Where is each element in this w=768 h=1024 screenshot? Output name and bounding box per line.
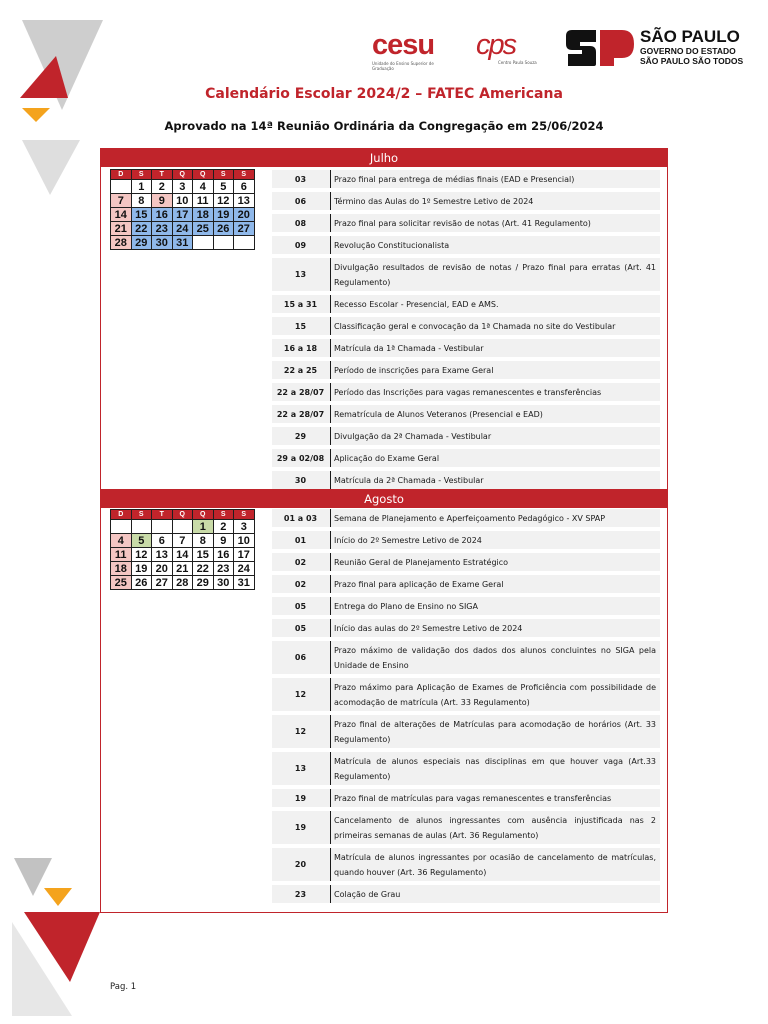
cps-logo-subtitle: Centro Paula Souza [498,60,537,65]
event-description: Matrícula da 2ª Chamada - Vestibular [330,471,656,489]
calendar-day: 27 [152,576,173,590]
calendar-day: 20 [152,562,173,576]
calendar-day: 21 [111,222,132,236]
calendar-day: 15 [193,548,214,562]
event-date: 13 [294,764,307,773]
calendar-day: 30 [152,236,173,250]
event-date: 29 [294,431,307,441]
calendar-day: 28 [111,236,132,250]
weekday-label: D [111,510,132,520]
calendar-day: 2 [213,520,234,534]
calendar-day [111,180,132,194]
event-date: 05 [294,623,307,633]
event-description: Cancelamento de alunos ingressantes com ausência injustificada nas 2 primeiras semanas de aulas (Art. 36 Regulamento) [330,811,656,844]
event-date: 30 [294,475,307,485]
weekday-label: S [131,170,152,180]
calendar-day: 9 [152,194,173,208]
calendar-day: 25 [193,222,214,236]
weekday-label: Q [193,170,214,180]
calendar-week [111,180,255,194]
event-description: Prazo final de matrículas para vagas remanescentes e transferências [330,789,656,807]
weekday-label: S [234,510,255,520]
sao-paulo-logo [564,28,750,70]
event-date: 09 [294,240,307,250]
cesu-logo-subtitle: Unidade do Ensino Superior de Graduação [372,61,434,71]
calendar-day: 6 [234,180,255,194]
calendar-day [193,236,214,250]
calendar-day: 19 [213,208,234,222]
month-header: Agosto [101,490,667,508]
weekday-label: S [234,170,255,180]
calendar-week [111,562,255,576]
event-description: Prazo máximo para Aplicação de Exames de Proficiência com possibilidade de acomodação de matrícula (Art. 33 Regulamento) [330,678,656,711]
calendar-day: 26 [131,576,152,590]
calendar-week [111,520,255,534]
calendar-day: 22 [193,562,214,576]
calendar-day: 16 [213,548,234,562]
calendar-day: 17 [172,208,193,222]
calendar-day: 23 [152,222,173,236]
calendar-day: 8 [131,194,152,208]
event-row [272,848,660,881]
calendar-day: 2 [152,180,173,194]
event-row [272,509,660,527]
event-description: Término das Aulas do 1º Semestre Letivo de 2024 [330,192,656,210]
event-date: 03 [294,174,307,184]
event-row [272,427,660,445]
event-row [272,405,660,423]
event-row [272,715,660,748]
calendar-week [111,576,255,590]
event-description: Prazo final para solicitar revisão de notas (Art. 41 Regulamento) [330,214,656,232]
cps-logo-mark: cps [476,29,516,61]
header-logos [360,26,750,76]
event-description: Divulgação da 2ª Chamada - Vestibular [330,427,656,445]
event-description: Colação de Grau [330,885,656,903]
calendar-week [111,222,255,236]
calendar-week [111,548,255,562]
event-row [272,339,660,357]
weekday-label: T [152,510,173,520]
calendar-day: 15 [131,208,152,222]
calendar-day: 30 [213,576,234,590]
calendar-day: 1 [193,520,214,534]
calendar-day: 5 [131,534,152,548]
event-row [272,678,660,711]
event-date: 02 [294,557,307,567]
event-description: Prazo final de alterações de Matrículas para acomodação de horários (Art. 33 Regulamento) [330,715,656,748]
event-date: 22 a 28/07 [276,409,325,419]
weekday-label: Q [172,510,193,520]
event-date: 15 a 31 [283,299,318,309]
calendar-day: 8 [193,534,214,548]
event-description: Reunião Geral de Planejamento Estratégico [330,553,656,571]
calendar-day: 11 [193,194,214,208]
calendar-day: 10 [234,534,255,548]
calendar-week [111,208,255,222]
weekday-header-row [111,170,255,180]
event-row [272,192,660,210]
event-date: 20 [294,860,307,869]
sao-paulo-logo-line3: SÃO PAULO SÃO TODOS [640,56,744,66]
calendar-day: 3 [172,180,193,194]
calendar-day: 24 [172,222,193,236]
event-date: 22 a 28/07 [276,387,325,397]
event-description: Matrícula de alunos especiais nas disciplinas em que houver vaga (Art.33 Regulamento) [330,752,656,785]
calendar-week [111,534,255,548]
event-row [272,597,660,615]
month-calendar [110,169,255,250]
event-row [272,236,660,254]
calendar-day: 13 [234,194,255,208]
event-row [272,752,660,785]
calendar-day: 9 [213,534,234,548]
event-date: 02 [294,579,307,589]
calendar-day: 29 [193,576,214,590]
event-row [272,641,660,674]
weekday-label: T [152,170,173,180]
calendar-day [172,520,193,534]
cesu-logo-mark: cesu [372,29,435,61]
weekday-label: S [213,510,234,520]
calendar-day [131,520,152,534]
event-date: 15 [294,321,307,331]
calendar-day: 4 [193,180,214,194]
calendar-day: 12 [131,548,152,562]
calendar-day: 3 [234,520,255,534]
event-row [272,471,660,489]
event-row [272,258,660,291]
calendar-day: 20 [234,208,255,222]
calendar-day: 16 [152,208,173,222]
calendar-day: 28 [172,576,193,590]
cesu-logo [372,30,442,71]
weekday-header-row [111,510,255,520]
calendar-day: 26 [213,222,234,236]
sao-paulo-logo-line2: GOVERNO DO ESTADO [640,46,736,56]
event-description: Matrícula da 1ª Chamada - Vestibular [330,339,656,357]
event-description: Divulgação resultados de revisão de notas / Prazo final para erratas (Art. 41 Regulamento) [330,258,656,291]
calendar-day: 31 [172,236,193,250]
event-date: 23 [294,889,307,899]
event-row [272,575,660,593]
month-panel-julho [100,148,668,490]
calendar-day [111,520,132,534]
event-date: 05 [294,601,307,611]
event-date: 16 a 18 [283,343,318,353]
event-row [272,789,660,807]
calendar-day: 17 [234,548,255,562]
event-row [272,170,660,188]
calendar-day: 31 [234,576,255,590]
event-row [272,295,660,313]
calendar-week [111,194,255,208]
event-description: Início do 2º Semestre Letivo de 2024 [330,531,656,549]
calendar-day: 12 [213,194,234,208]
event-row [272,214,660,232]
event-row [272,383,660,401]
calendar-day: 10 [172,194,193,208]
calendar-day: 14 [172,548,193,562]
event-date: 13 [294,270,307,279]
event-description: Entrega do Plano de Ensino no SIGA [330,597,656,615]
event-date: 08 [294,218,307,228]
event-row [272,619,660,637]
calendar-day: 22 [131,222,152,236]
event-row [272,885,660,903]
sao-paulo-logo-line1: SÃO PAULO [640,27,740,46]
weekday-label: S [213,170,234,180]
event-description: Revolução Constitucionalista [330,236,656,254]
calendar-day [152,520,173,534]
event-row [272,531,660,549]
event-description: Classificação geral e convocação da 1ª Chamada no site do Vestibular [330,317,656,335]
event-description: Recesso Escolar - Presencial, EAD e AMS. [330,295,656,313]
event-date: 19 [294,823,307,832]
calendar-day: 19 [131,562,152,576]
month-header: Julho [101,149,667,167]
event-date: 22 a 25 [283,365,318,375]
event-date: 12 [294,727,307,736]
page-number: Pag. 1 [110,982,137,992]
event-row [272,317,660,335]
calendar-day [213,236,234,250]
event-row [272,449,660,467]
calendar-day: 7 [172,534,193,548]
event-description: Prazo final para aplicação de Exame Geral [330,575,656,593]
event-description: Matrícula de alunos ingressantes por ocasião de cancelamento de matrículas, quando houver (Art. 36 Regulamento) [330,848,656,881]
calendar-day: 13 [152,548,173,562]
calendar-day: 23 [213,562,234,576]
calendar-day: 14 [111,208,132,222]
calendar-day: 7 [111,194,132,208]
weekday-label: S [131,510,152,520]
month-calendar [110,509,255,590]
event-date: 06 [294,196,307,206]
calendar-day: 18 [111,562,132,576]
calendar-day: 29 [131,236,152,250]
event-date: 01 [294,535,307,545]
page-title: Calendário Escolar 2024/2 – FATEC Americana [205,86,563,102]
calendar-day [234,236,255,250]
calendar-week [111,236,255,250]
calendar-day: 1 [131,180,152,194]
calendar-day: 5 [213,180,234,194]
event-description: Aplicação do Exame Geral [330,449,656,467]
weekday-label: Q [172,170,193,180]
event-description: Prazo final para entrega de médias finais (EAD e Presencial) [330,170,656,188]
calendar-day: 4 [111,534,132,548]
event-row [272,811,660,844]
weekday-label: Q [193,510,214,520]
cps-logo [476,30,538,65]
event-description: Semana de Planejamento e Aperfeiçoamento Pedagógico - XV SPAP [330,509,656,527]
calendar-day: 11 [111,548,132,562]
event-description: Período das Inscrições para vagas remanescentes e transferências [330,383,656,401]
page-subtitle: Aprovado na 14ª Reunião Ordinária da Congregação em 25/06/2024 [164,119,604,133]
event-date: 01 a 03 [283,513,318,523]
event-row [272,361,660,379]
month-panel-agosto [100,489,668,913]
calendar-day: 27 [234,222,255,236]
event-description: Prazo máximo de validação dos dados dos alunos concluintes no SIGA pela Unidade de Ensino [330,641,656,674]
event-description: Rematrícula de Alunos Veteranos (Presencial e EAD) [330,405,656,423]
event-date: 19 [294,793,307,803]
event-date: 29 a 02/08 [276,453,325,463]
calendar-day: 24 [234,562,255,576]
calendar-day: 21 [172,562,193,576]
calendar-day: 25 [111,576,132,590]
weekday-label: D [111,170,132,180]
sao-paulo-mark-icon [564,28,636,68]
calendar-day: 6 [152,534,173,548]
event-date: 06 [294,653,307,662]
event-date: 12 [294,690,307,699]
event-description: Período de inscrições para Exame Geral [330,361,656,379]
event-row [272,553,660,571]
event-description: Início das aulas do 2º Semestre Letivo de 2024 [330,619,656,637]
calendar-day: 18 [193,208,214,222]
